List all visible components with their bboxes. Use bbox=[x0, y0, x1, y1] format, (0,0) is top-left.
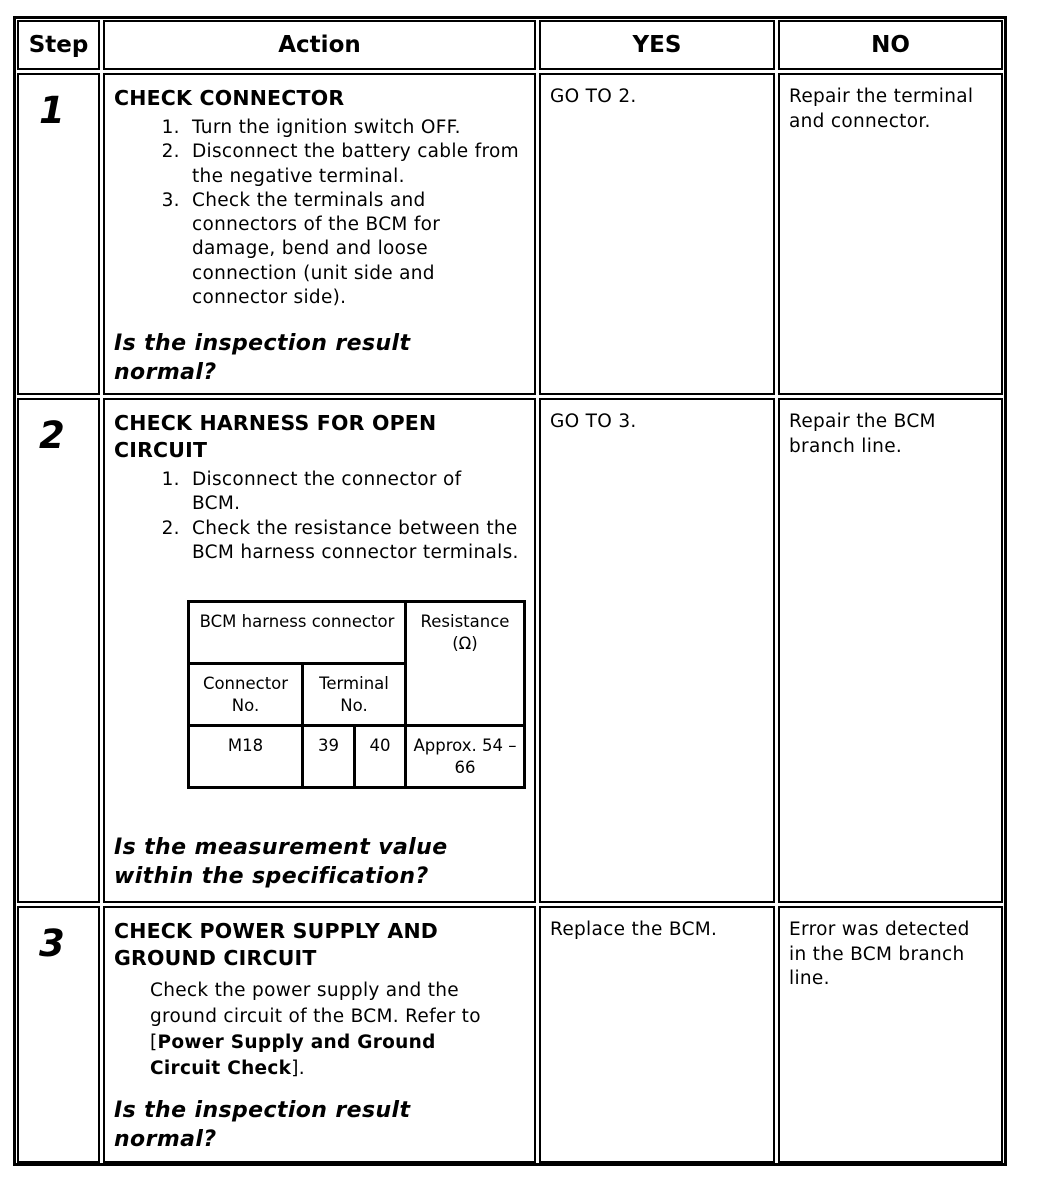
step-number-2: 2 bbox=[17, 398, 100, 903]
step-number-3: 3 bbox=[17, 906, 100, 1163]
inspection-question: Is the inspection result normal? bbox=[114, 331, 411, 385]
no-cell-1: Repair the terminal and connector. bbox=[778, 73, 1003, 395]
yes-cell-1: GO TO 2. bbox=[539, 73, 775, 395]
terminal-value-b: 40 bbox=[355, 726, 406, 788]
instruction-list bbox=[114, 116, 525, 310]
instruction-list bbox=[114, 468, 525, 565]
resistance-spec-table bbox=[187, 600, 526, 789]
instruction-item: 1. Turn the ignition switch OFF. bbox=[186, 116, 525, 140]
header-no: NO bbox=[778, 20, 1003, 70]
yes-cell-2: GO TO 3. bbox=[539, 398, 775, 903]
reference-text-end: ]. bbox=[291, 1058, 305, 1079]
header-yes: YES bbox=[539, 20, 775, 70]
terminal-value-a: 39 bbox=[303, 726, 355, 788]
instruction-item: 1. Disconnect the connector of BCM. bbox=[186, 468, 482, 517]
inspection-question: Is the inspection result normal? bbox=[114, 1098, 411, 1152]
measurement-question: Is the measurement value within the specification? bbox=[114, 835, 448, 889]
reference-paragraph bbox=[150, 978, 510, 1082]
reference-text: Check the power supply and the ground circuit of the BCM. Refer to [ bbox=[150, 980, 481, 1053]
connector-no-header: Connector No. bbox=[189, 664, 303, 726]
header-action: Action bbox=[103, 20, 536, 70]
connector-value: M18 bbox=[189, 726, 303, 788]
instruction-item: 3. Check the terminals and connectors of the BCM for damage, bend and loose connection (unit side and connector side). bbox=[186, 189, 525, 310]
step-title: CHECK HARNESS FOR OPEN CIRCUIT bbox=[114, 411, 437, 462]
action-cell-3 bbox=[103, 906, 536, 1163]
header-step: Step bbox=[17, 20, 100, 70]
step-title: CHECK CONNECTOR bbox=[114, 86, 345, 110]
no-cell-2: Repair the BCM branch line. bbox=[778, 398, 1003, 903]
action-cell-2 bbox=[103, 398, 536, 903]
terminal-no-header: Terminal No. bbox=[303, 664, 406, 726]
yes-cell-3: Replace the BCM. bbox=[539, 906, 775, 1163]
resistance-header: Resistance (Ω) bbox=[406, 602, 525, 726]
step-title: CHECK POWER SUPPLY AND GROUND CIRCUIT bbox=[114, 919, 439, 970]
resistance-value: Approx. 54 – 66 bbox=[406, 726, 525, 788]
instruction-item: 2. Check the resistance between the BCM harness connector terminals. bbox=[186, 517, 525, 566]
action-cell-1 bbox=[103, 73, 536, 395]
bcm-harness-connector-header: BCM harness connector bbox=[189, 602, 406, 664]
step-number-1: 1 bbox=[17, 73, 100, 395]
instruction-item: 2. Disconnect the battery cable from the negative terminal. bbox=[186, 140, 525, 189]
power-supply-ground-circuit-check-link[interactable]: Power Supply and Ground Circuit Check bbox=[150, 1032, 436, 1079]
no-cell-3: Error was detected in the BCM branch line. bbox=[778, 906, 1003, 1163]
